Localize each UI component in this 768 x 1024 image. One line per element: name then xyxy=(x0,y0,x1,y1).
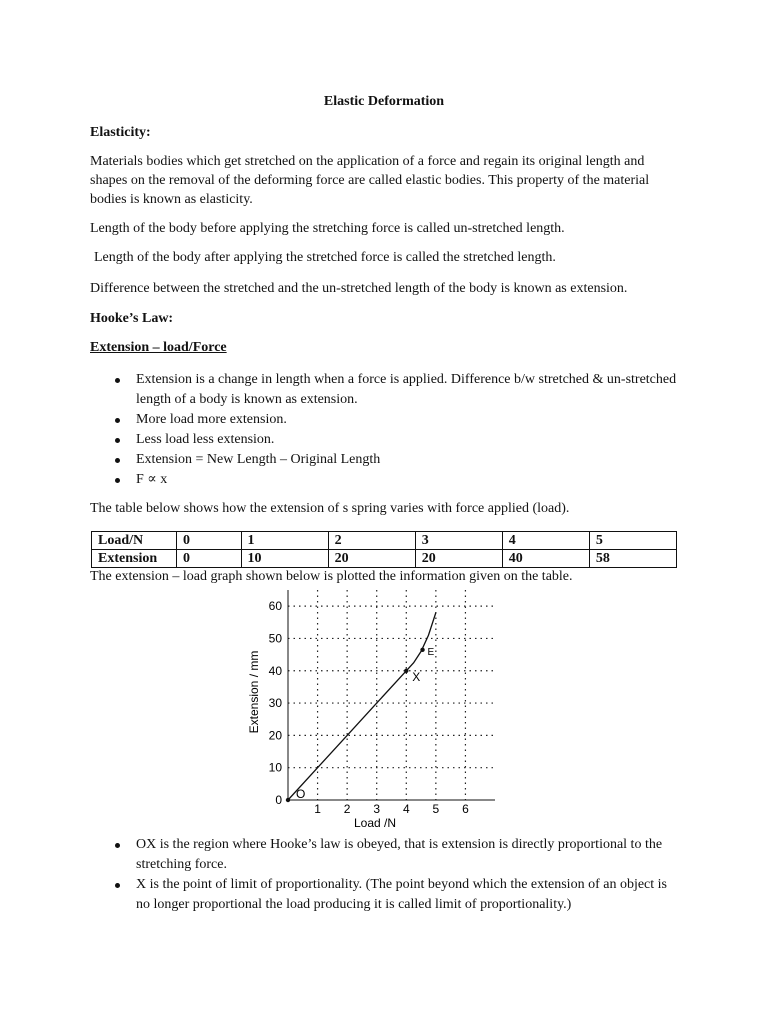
subheading-extension-load: Extension – load/Force xyxy=(90,340,227,355)
chart-x-tick-label: 6 xyxy=(462,802,469,816)
graph-intro-text: The extension – load graph shown below is plotted the information given on the table. xyxy=(90,569,573,584)
table-cell: 10 xyxy=(241,550,328,568)
chart-point-marker xyxy=(420,648,424,652)
table-cell: 4 xyxy=(502,532,589,550)
chart-point-label: X xyxy=(412,669,421,684)
chart-y-axis-label: Extension / mm xyxy=(247,650,261,734)
list-item: Extension is a change in length when a force is applied. Difference b/w stretched & un-stretched length of a body is known as extension. xyxy=(90,370,680,410)
table-cell: 1 xyxy=(241,532,328,550)
list-item: F ∝ x xyxy=(90,470,680,490)
table-cell: 40 xyxy=(502,550,589,568)
chart-series-line xyxy=(288,613,436,800)
load-extension-table xyxy=(91,531,677,568)
table-cell: 0 xyxy=(177,532,242,550)
paragraph-elasticity-definition: Materials bodies which get stretched on the application of a force and regain its original length and shapes on the removal of the deforming force are called elastic bodies. This property of the material bodies is known as elasticity. xyxy=(90,154,650,207)
notes-bullet-list xyxy=(90,835,680,915)
extension-load-chart xyxy=(240,585,510,835)
page-title: Elastic Deformation xyxy=(323,94,445,109)
chart-y-tick-label: 60 xyxy=(268,599,282,614)
paragraph-extension-definition: Difference between the stretched and the un-stretched length of the body is known as extension. xyxy=(90,281,628,296)
chart-y-tick-label: 10 xyxy=(268,760,282,775)
list-item: Extension = New Length – Original Length xyxy=(90,450,680,470)
chart-point-marker xyxy=(404,669,408,673)
table-cell: Load/N xyxy=(92,532,177,550)
table-cell: 58 xyxy=(589,550,676,568)
chart-y-tick-label: 50 xyxy=(268,631,282,646)
list-item: More load more extension. xyxy=(90,410,680,430)
chart-x-tick-label: 3 xyxy=(373,802,381,816)
chart-y-tick-label: 20 xyxy=(268,728,282,743)
list-item: Less load less extension. xyxy=(90,430,680,450)
chart-point-label: E xyxy=(427,646,435,658)
table-row xyxy=(92,532,677,550)
chart-x-tick-label: 4 xyxy=(402,802,410,816)
heading-elasticity: Elasticity: xyxy=(90,125,151,140)
chart-y-tick-label: 40 xyxy=(268,663,282,678)
list-item: X is the point of limit of proportionality. (The point beyond which the extension of an object is no longer proportional the load producing it is called limit of proportionality.) xyxy=(90,875,680,915)
table-cell: 5 xyxy=(589,532,676,550)
table-cell: Extension xyxy=(92,550,177,568)
paragraph-unstretched-length: Length of the body before applying the stretching force is called un-stretched length. xyxy=(90,221,565,236)
table-intro-text: The table below shows how the extension of s spring varies with force applied (load). xyxy=(90,501,570,516)
chart-x-tick-label: 2 xyxy=(343,802,351,816)
table-row xyxy=(92,550,677,568)
list-item: OX is the region where Hooke’s law is obeyed, that is extension is directly proportional to the stretching force. xyxy=(90,835,680,875)
hookes-law-bullet-list xyxy=(90,370,680,490)
table-cell: 3 xyxy=(415,532,502,550)
chart-x-tick-label: 5 xyxy=(432,802,440,816)
paragraph-stretched-length: Length of the body after applying the stretched force is called the stretched length. xyxy=(94,250,556,265)
chart-x-tick-label: 1 xyxy=(314,802,321,816)
chart-point-label: O xyxy=(296,787,306,801)
chart-y-tick-label: 0 xyxy=(275,793,282,807)
chart-point-marker xyxy=(286,798,290,802)
table-cell: 0 xyxy=(177,550,242,568)
chart-x-axis-label: Load /N xyxy=(353,816,397,830)
table-cell: 2 xyxy=(328,532,415,550)
table-cell: 20 xyxy=(415,550,502,568)
chart-y-tick-label: 30 xyxy=(268,696,282,711)
table-cell: 20 xyxy=(328,550,415,568)
heading-hookes-law: Hooke’s Law: xyxy=(90,311,174,326)
